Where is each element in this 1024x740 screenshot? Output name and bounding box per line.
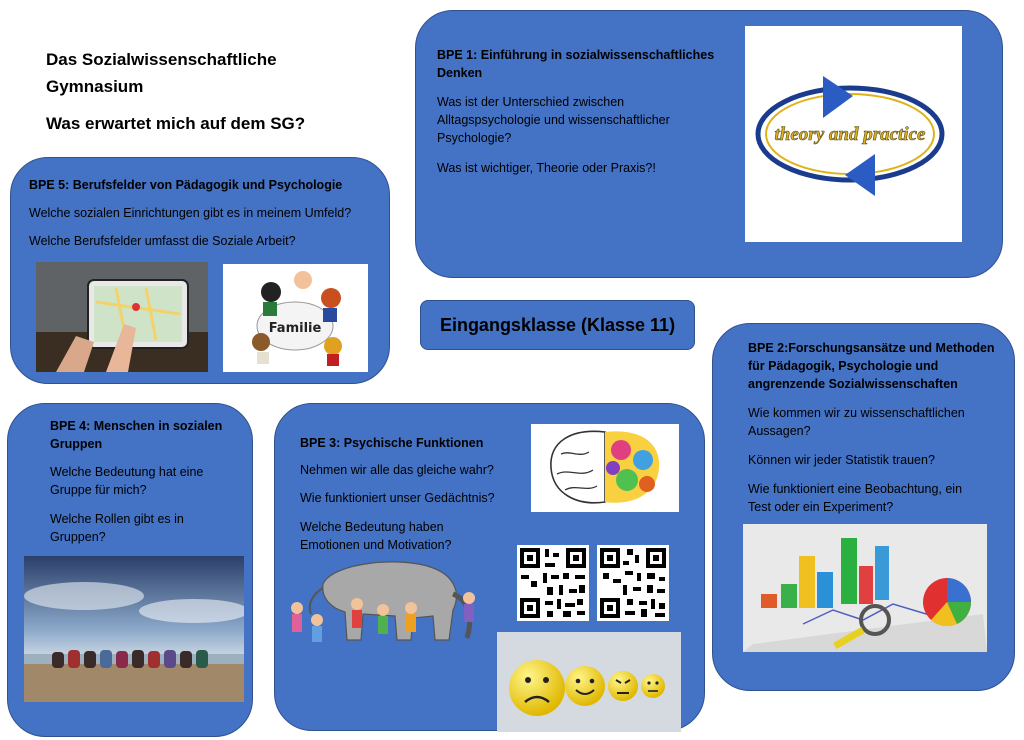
bpe3-question1: Nehmen wir alle das gleiche wahr? [300,463,494,477]
bpe2-box [712,323,1015,691]
bpe4-question2-line2: Gruppen? [50,530,106,544]
bpe2-question1-line2: Aussagen? [748,424,811,438]
bpe3-question3-line1: Welche Bedeutung haben [300,520,444,534]
bpe4-box [7,403,253,737]
bpe5-box [10,157,390,384]
bpe5-question2: Welche Berufsfelder umfasst die Soziale Arbeit? [29,234,296,248]
bpe3-question3-line2: Emotionen und Motivation? [300,538,452,552]
family-figures-image [223,264,368,372]
bpe1-question1-line3: Psychologie? [437,131,512,145]
elephant-blind-men-image [283,554,483,648]
page-title-line1: Das Sozialwissenschaftliche [46,50,277,69]
bpe4-title-line1: BPE 4: Menschen in sozialen [50,419,223,433]
bpe1-title-line2: Denken [437,66,483,80]
center-label: Eingangsklasse (Klasse 11) [439,314,676,335]
bpe2-question2: Können wir jeder Statistik trauen? [748,453,935,467]
bpe4-question1-line1: Welche Bedeutung hat eine [50,465,204,479]
bpe3-title: BPE 3: Psychische Funktionen [300,436,484,450]
bpe1-question1-line1: Was ist der Unterschied zwischen [437,95,625,109]
qr-code-left[interactable] [517,545,589,621]
family-label: Familie [268,321,322,336]
bpe5-title: BPE 5: Berufsfelder von Pädagogik und Psychologie [29,178,343,192]
bpe4-question1-line2: Gruppe für mich? [50,483,147,497]
bpe1-box [415,10,1003,278]
group-beach-image [24,556,244,702]
bpe2-title-line2: für Pädagogik, Psychologie und [748,359,939,373]
bpe2-title-line3: angrenzende Sozialwissenschaften [748,377,958,391]
tablet-map-image [36,262,208,372]
emotion-faces-image [497,632,681,732]
bpe1-question1-line2: Alltagspsychologie und wissenschaftlicher [437,113,670,127]
bpe2-question3-line1: Wie funktioniert eine Beobachtung, ein [748,482,963,496]
statistics-image [743,524,987,652]
page-title-line2: Gymnasium [46,77,144,96]
qr-code-right[interactable] [597,545,669,621]
bpe3-question2: Wie funktioniert unser Gedächtnis? [300,491,495,505]
bpe3-box [274,403,705,731]
page-subtitle: Was erwartet mich auf dem SG? [46,114,306,133]
bpe2-question3-line2: Test oder ein Experiment? [748,500,894,514]
bpe4-question2-line1: Welche Rollen gibt es in [50,512,184,526]
theory-practice-text: theory and practice [774,124,926,145]
bpe2-title-line1: BPE 2:Forschungsansätze und Methoden [748,341,995,355]
brain-image [531,424,679,512]
bpe1-title-line1: BPE 1: Einführung in sozialwissenschaftliches [437,48,715,62]
center-label-box [420,300,695,350]
bpe2-question1-line1: Wie kommen wir zu wissenschaftlichen [748,406,965,420]
bpe5-question1: Welche sozialen Einrichtungen gibt es in meinem Umfeld? [29,206,352,220]
bpe4-title-line2: Gruppen [50,437,103,451]
theory-practice-image [745,26,962,242]
bpe1-question2: Was ist wichtiger, Theorie oder Praxis?! [437,161,656,175]
